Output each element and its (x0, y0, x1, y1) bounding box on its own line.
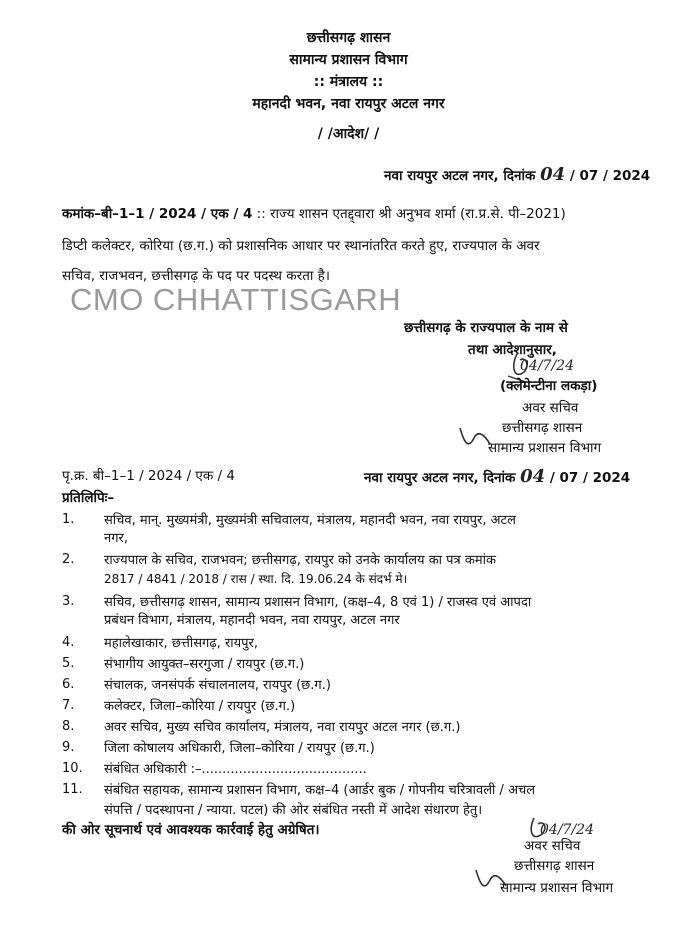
copy-item-num: 7. (62, 698, 75, 713)
sign1-handwritten-date: 04/7/24 (520, 358, 574, 374)
header-govt: छत्तीसगढ़ शासन (306, 30, 391, 46)
copy-item-num: 6. (62, 677, 75, 692)
copy-item-num: 9. (62, 740, 75, 755)
copy-item-num: 10. (62, 761, 83, 776)
copy-item-text-cont: प्रबंधन विभाग, मंत्रालय, महानदी भवन, नवा रायपुर, अटल नगर (104, 613, 400, 628)
order-date-prefix: नवा रायपुर अटल नगर, दिनांक (384, 168, 536, 184)
order-title: / /आदेश/ / (317, 126, 380, 142)
copy-date (364, 466, 630, 487)
order-reference: कमांक–बी–1–1 / 2024 / एक / 4 (62, 206, 253, 222)
copy-heading: प्रतिलिपिः– (62, 490, 115, 506)
sign1-name: (क्लेमेन्टीना लकड़ा) (500, 378, 598, 394)
copy-item-text: राज्यपाल के सचिव, राजभवन; छत्तीसगढ़, रायपुर को उनके कार्यालय का पत्र कमांक (104, 553, 496, 568)
order-body-line3: सचिव, राजभवन, छत्तीसगढ़ के पद पर पदस्थ करता है। (62, 268, 330, 284)
copy-item-num: 3. (62, 594, 75, 609)
copy-item-text: संभागीय आयुक्त–सरगुजा / रायपुर (छ.ग.) (104, 657, 305, 672)
copy-item-num: 2. (62, 552, 75, 567)
order-date-day: 04 (540, 164, 566, 185)
sign2-handwritten-date: 04/7/24 (540, 822, 594, 838)
sign2-govt: छत्तीसगढ़ शासन (514, 858, 595, 874)
copy-item-text: महालेखाकार, छत्तीसगढ़, रायपुर, (104, 636, 259, 651)
copy-date-prefix: नवा रायपुर अटल नगर, दिनांक (364, 470, 516, 486)
copy-item-text: कलेक्टर, जिला–कोरिया / रायपुर (छ.ग.) (104, 699, 296, 714)
sign2-dept: सामान्य प्रशासन विभाग (500, 880, 614, 896)
copy-item-text: संचालक, जनसंपर्क संचालनालय, रायपुर (छ.ग.) (104, 678, 331, 693)
header-address: महानदी भवन, नवा रायपुर अटल नगर (252, 96, 445, 112)
copy-item-text: सचिव, छत्तीसगढ़ शासन, सामान्य प्रशासन विभाग, (कक्ष–4, 8 एवं 1) / राजस्व एवं आपदा (104, 595, 532, 610)
copy-date-rest: / 07 / 2024 (549, 470, 631, 486)
order-date-rest: / 07 / 2024 (569, 168, 651, 184)
sign1-govt: छत्तीसगढ़ शासन (502, 420, 583, 436)
sign1-designation: अवर सचिव (522, 400, 579, 416)
sign1-authority: छत्तीसगढ़ के राज्यपाल के नाम से (404, 320, 568, 336)
copy-item-num: 8. (62, 719, 75, 734)
order-body-line1 (62, 204, 566, 222)
copy-date-day: 04 (520, 466, 546, 487)
copy-item-text-cont: नगर, (104, 531, 128, 546)
sign2-designation: अवर सचिव (524, 838, 581, 854)
order-date (384, 164, 650, 185)
copy-item-text: अवर सचिव, मुख्य सचिव कार्यालय, मंत्रालय, नवा रायपुर अटल नगर (छ.ग.) (104, 720, 461, 735)
copy-item-text: जिला कोषालय अधिकारी, जिला–कोरिया / रायपुर (छ.ग.) (104, 741, 375, 756)
copy-item-text-cont: 2817 / 4841 / 2018 / रास / स्था. दि. 19.06.24 के संदर्भ मे। (104, 572, 408, 586)
copy-closing: की ओर सूचनार्थ एवं आवश्यक कार्रवाई हेतु अग्रेषित। (62, 822, 320, 838)
copy-item-num: 5. (62, 656, 75, 671)
sign1-order: तथा आदेशानुसार, (468, 342, 557, 358)
copy-reference: पृ.क्र. बी–1–1 / 2024 / एक / 4 (62, 468, 235, 484)
sign1-dept: सामान्य प्रशासन विभाग (488, 440, 602, 456)
watermark: CMO CHHATTISGARH (70, 282, 402, 317)
order-body-line2: डिप्टी कलेक्टर, कोरिया (छ.ग.) को प्रशासनिक आधार पर स्थानांतरित करते हुए, राज्यपाल के अवर (62, 238, 540, 254)
header-ministry: :: मंत्रालय :: (313, 74, 384, 90)
copy-item-text: संबंधित सहायक, सामान्य प्रशासन विभाग, कक्ष–4 (आर्डर बुक / गोपनीय चरित्रावली / अचल (104, 783, 536, 798)
copy-item-text-cont: संपत्ति / पदस्थापना / न्याया. पटल) की ओर संबंधित नस्ती में आदेश संधारण हेतु। (104, 803, 483, 818)
copy-item-num: 4. (62, 635, 75, 650)
order-body-line1-text: :: राज्य शासन एतद्द्वारा श्री अनुभव शर्मा (रा.प्र.से. पी–2021) (256, 206, 566, 222)
header-dept: सामान्य प्रशासन विभाग (289, 52, 408, 68)
copy-item-text: सचिव, मान्. मुख्यमंत्री, मुख्यमंत्री सचिवालय, मंत्रालय, महानदी भवन, नवा रायपुर, अटल (104, 513, 516, 528)
copy-item-num: 1. (62, 512, 75, 527)
copy-item-text: संबंधित अधिकारी :–........................................ (104, 762, 367, 777)
copy-item-num: 11. (62, 782, 83, 797)
